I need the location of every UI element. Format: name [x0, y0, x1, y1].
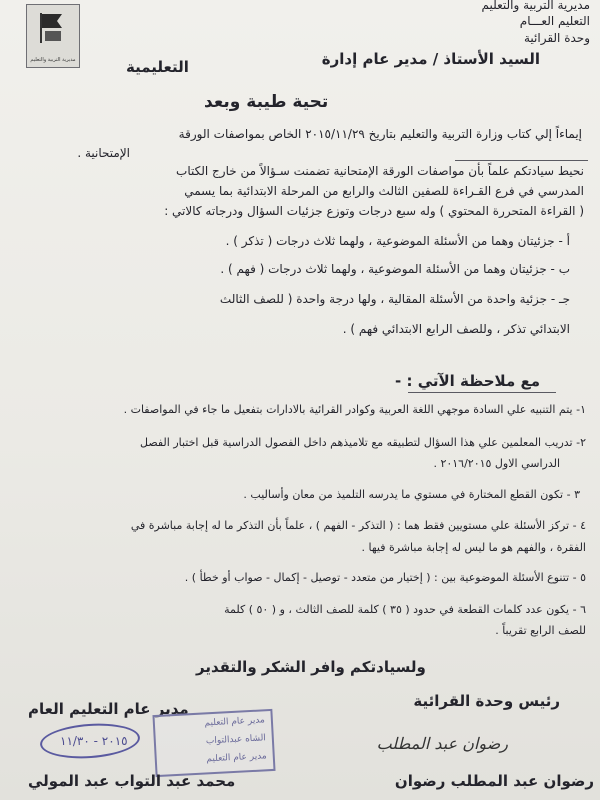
breakdown-b: ب - جزئيتان وهما من الأسئلة الموضوعية ، ولهما ثلاث درجات ( فهم ) . [220, 262, 570, 276]
divider [455, 160, 588, 161]
flag-icon [37, 11, 65, 45]
signature-date: ٢٠١٥ - ١١/٣٠ [60, 734, 128, 748]
left-signatory-name: محمد عبد التواب عبد المولي [28, 772, 236, 790]
note-5: ٥ - تتنوع الأسئلة الموضوعية بين : ( إختيار من متعدد - توصيل - إكمال - صواب أو خطأ ) . [184, 571, 586, 584]
breakdown-c-cont: الابتدائي تذكر ، وللصف الرابع الابتدائي فهم ) . [342, 322, 570, 336]
stamp-line-2: الشاه عبدالتواب [205, 733, 267, 747]
heading-underline [408, 392, 556, 393]
note-4-cont: الفقرة ، والفهم هو ما ليس له إجابة مباشرة فيها . [361, 541, 586, 554]
notice-line-1: نحيط سيادتكم علماً بأن مواصفات الورقة الإمتحانية تضمنت سـؤالاً من خارج الكتاب [176, 164, 584, 178]
logo-caption: مديرية التربية والتعليم [30, 57, 76, 63]
addressee-title: السيد الأستاذ / مدير عام إدارة [321, 50, 540, 68]
stamp-line-3: مدير عام التعليم [206, 751, 268, 765]
note-4: ٤ - تركز الأسئلة علي مستويين فقط هما : ( التذكر - الفهم ) ، علماً بأن التذكر ما له إجابة مباشرة في [130, 519, 586, 532]
org-line-3: وحدة القرائية [523, 31, 590, 45]
note-1: ١- يتم التنبيه علي السادة موجهي اللغة العربية وكوادر القرائية بالادارات بتفعيل ما جاء في المواصفات . [123, 403, 586, 416]
stamp-line-1: مدير عام التعليم [204, 715, 266, 729]
right-signatory-name: رضوان عبد المطلب رضوان [394, 772, 594, 790]
ministry-logo [26, 4, 80, 68]
note-3: ٣ - تكون القطع المختارة في مستوي ما يدرسه التلميذ من معان وأساليب . [243, 488, 580, 501]
notes-heading: مع ملاحظة الآتي : - [395, 372, 540, 390]
note-2: ٢- تدريب المعلمين علي هذا السؤال لتطبيقه مع تلاميذهم داخل الفصول الدراسية قبل اختبار الفصل [139, 436, 586, 449]
org-line-2: التعليم العـــام [519, 14, 590, 28]
breakdown-a: أ - جزئيتان وهما من الأسئلة الموضوعية ، ولهما ثلاث درجات ( تذكر ) . [225, 234, 570, 248]
closing: ولسيادتكم وافر الشكر والتقدير [196, 658, 426, 676]
notice-line-3: ( القراءة المتحررة المحتوي ) وله سبع درجات وتوزع جزئيات السؤال ودرجاته كالاتي : [164, 204, 584, 218]
intro-line-1: إيماءاً إلي كتاب وزارة التربية والتعليم بتاريخ ٢٠١٥/١١/٢٩ الخاص بمواصفات الورقة [178, 127, 582, 141]
right-signatory-title: رئيس وحدة القرائية [413, 692, 560, 710]
notice-line-2: المدرسي في فرع القـراءة للصفين الثالث والرابع من المرحلة الابتدائية بما يسمي [184, 184, 584, 198]
note-6: ٦ - يكون عدد كلمات القطعة في حدود ( ٣٥ ) كلمة للصف الثالث ، و ( ٥٠ ) كلمة [224, 603, 586, 616]
left-signatory-title: مدير عام التعليم العام [28, 700, 189, 718]
addressee-district: التعليمية [126, 58, 189, 76]
right-handwritten-signature: رضوان عبد المطلب [376, 734, 508, 753]
breakdown-c: جـ - جزئية واحدة من الأسئلة المقالية ، ولها درجة واحدة ( للصف الثالث [219, 292, 570, 306]
official-stamp [152, 709, 275, 777]
note-2-cont: الدراسي الاول ٢٠١٦/٢٠١٥ . [433, 457, 560, 470]
note-6-cont: للصف الرابع تقريباً . [495, 624, 586, 637]
org-line-1: مديرية التربية والتعليم [481, 0, 590, 12]
intro-line-2: الإمتحانية . [77, 146, 130, 160]
greeting: تحية طيبة وبعد [204, 92, 329, 112]
